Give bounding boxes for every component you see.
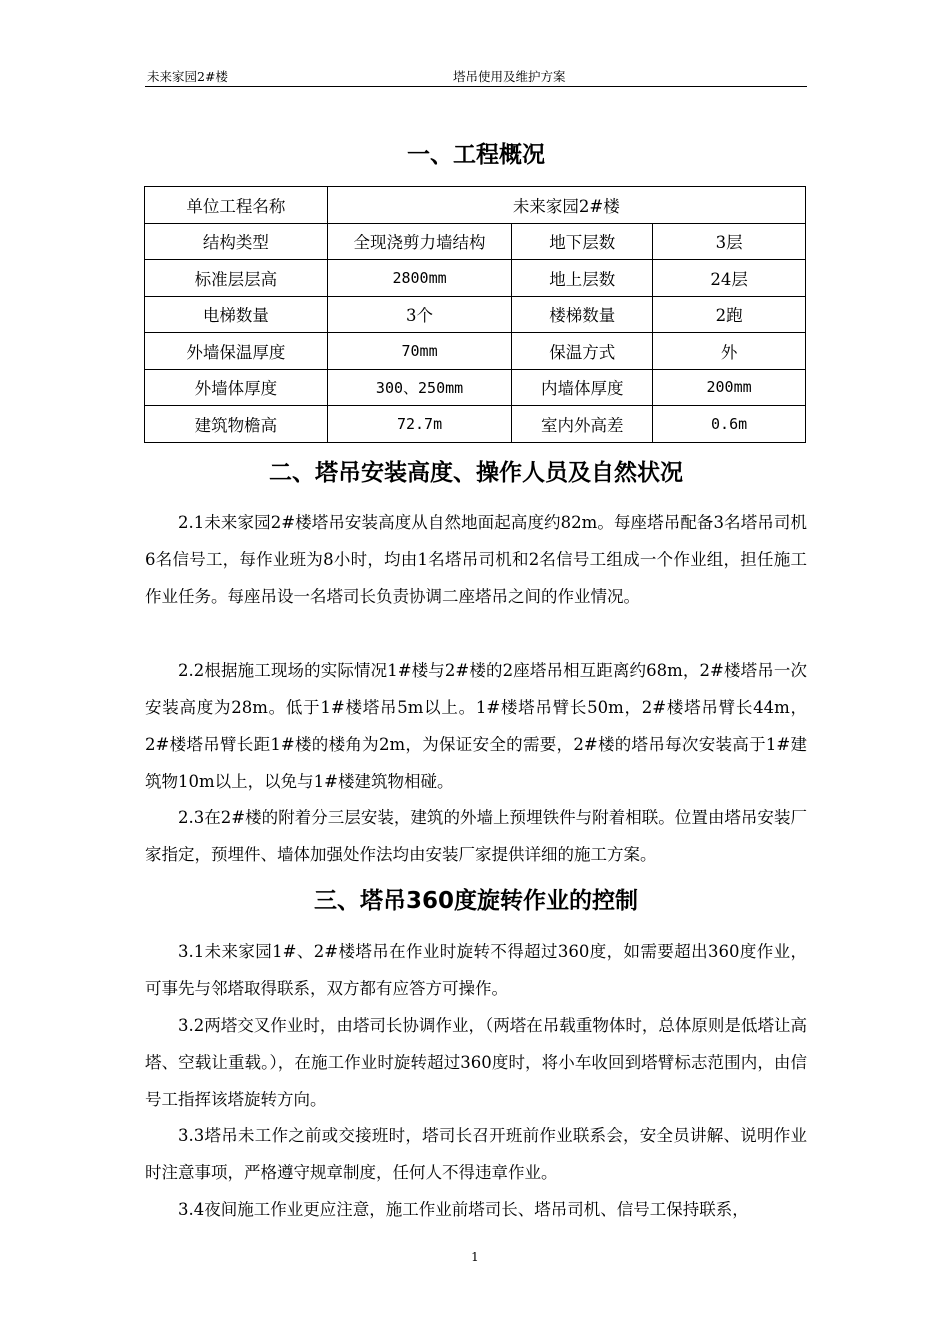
paragraph-2-2: 2.2根据施工现场的实际情况1#楼与2#楼的2座塔吊相互距离约68m，2#楼塔吊一次安装高度为28m。低于1#楼塔吊5m以上。1#楼塔吊臂长50m，2#楼塔吊臂长44m，2#楼塔吊臂长距1#楼的楼角为2m，为保证安全的需要，2#楼的塔吊每次安装高于1#建筑物10m以上，以免与1#楼建筑物相碰。	[145, 661, 807, 791]
paragraph-3-2: 3.2两塔交叉作业时，由塔司长协调作业，（两塔在吊载重物体时，总体原则是低塔让高塔、空载让重载。），在施工作业时旋转超过360度时，将小车收回到塔臂标志范围内，由信号工指挥该塔旋转方向。	[145, 1016, 807, 1109]
table-row	[145, 187, 806, 224]
header-project-name: 未来家园2#楼	[147, 69, 228, 84]
project-overview-table	[144, 186, 806, 443]
section-1-title: 一、工程概况	[407, 142, 545, 168]
table-cell-value: 2800mm	[327, 260, 512, 297]
table-cell-value: 72.7m	[327, 406, 512, 443]
table-cell-value: 3个	[327, 296, 512, 333]
section-3-title: 三、塔吊360度旋转作业的控制	[313, 888, 638, 914]
table-cell-value: 70mm	[327, 333, 512, 370]
header-document-title: 塔吊使用及维护方案	[453, 69, 566, 84]
paragraph-3-1: 3.1未来家园1#、2#楼塔吊在作业时旋转不得超过360度，如需要超出360度作业，可事先与邻塔取得联系，双方都有应答方可操作。	[145, 942, 807, 998]
table-cell-label: 外墙体厚度	[145, 369, 328, 406]
table-cell-label: 内墙体厚度	[512, 369, 653, 406]
table-cell-value: 24层	[653, 260, 806, 297]
table-cell-label: 结构类型	[145, 223, 328, 260]
table-row	[145, 260, 806, 297]
table-row	[145, 406, 806, 443]
table-cell-label: 地上层数	[512, 260, 653, 297]
table-cell-label: 室内外高差	[512, 406, 653, 443]
table-row	[145, 296, 806, 333]
table-cell-label: 电梯数量	[145, 296, 328, 333]
table-row	[145, 369, 806, 406]
table-cell-value: 2跑	[653, 296, 806, 333]
paragraph-3-4: 3.4夜间施工作业更应注意，施工作业前塔司长、塔吊司机、信号工保持联系，	[178, 1200, 749, 1219]
paragraph-2-3: 2.3在2#楼的附着分三层安装，建筑的外墙上预埋铁件与附着相联。位置由塔吊安装厂家指定，预埋件、墙体加强处作法均由安装厂家提供详细的施工方案。	[145, 808, 807, 864]
table-cell-value: 外	[653, 333, 806, 370]
table-cell-label: 建筑物檐高	[145, 406, 328, 443]
page-header	[145, 66, 807, 87]
paragraph-2-1: 2.1未来家园2#楼塔吊安装高度从自然地面起高度约82m。每座塔吊配备3名塔吊司机6名信号工，每作业班为8小时，均由1名塔吊司机和2名信号工组成一个作业组，担任施工作业任务。每座吊设一名塔司长负责协调二座塔吊之间的作业情况。	[145, 513, 807, 606]
table-cell-label: 外墙保温厚度	[145, 333, 328, 370]
paragraph-3-3: 3.3塔吊未工作之前或交接班时，塔司长召开班前作业联系会，安全员讲解、说明作业时注意事项，严格遵守规章制度，任何人不得违章作业。	[145, 1126, 807, 1182]
table-cell-value: 300、250mm	[327, 369, 512, 406]
table-cell-value: 0.6m	[653, 406, 806, 443]
table-cell-label: 保温方式	[512, 333, 653, 370]
table-cell-value: 3层	[653, 223, 806, 260]
table-cell-value: 未来家园2#楼	[327, 187, 805, 224]
table-cell-label: 单位工程名称	[145, 187, 328, 224]
table-row	[145, 333, 806, 370]
table-cell-label: 地下层数	[512, 223, 653, 260]
table-cell-label: 楼梯数量	[512, 296, 653, 333]
table-cell-value: 200mm	[653, 369, 806, 406]
section-2-title: 二、塔吊安装高度、操作人员及自然状况	[269, 460, 683, 486]
page-number: 1	[471, 1250, 479, 1264]
table-row	[145, 223, 806, 260]
table-cell-label: 标准层层高	[145, 260, 328, 297]
table-cell-value: 全现浇剪力墙结构	[327, 223, 512, 260]
